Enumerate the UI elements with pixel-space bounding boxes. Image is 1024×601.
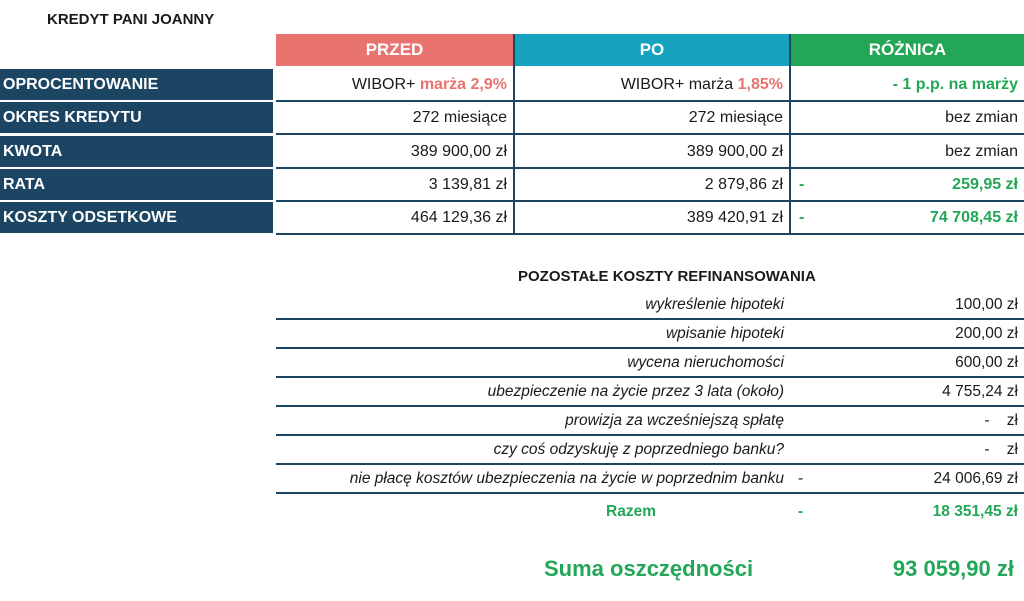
- cost-desc: wykreślenie hipoteki: [645, 295, 784, 313]
- koszty-roznica-value: 74 708,45 zł: [929, 208, 1018, 226]
- table-divider: [276, 133, 1024, 135]
- cell-rata-przed: 3 139,81 zł: [428, 175, 507, 193]
- cost-value: 600,00 zł: [955, 353, 1018, 371]
- cost-desc: ubezpieczenie na życie przez 3 lata (około): [487, 382, 784, 400]
- wibor-marza-prefix: WIBOR+ marża: [620, 75, 734, 93]
- column-header-po: PO: [515, 34, 789, 66]
- cost-value: 4 755,24 zł: [942, 382, 1018, 400]
- row-label-koszty-odsetkowe: KOSZTY ODSETKOWE: [0, 202, 273, 233]
- cell-kwota-przed: 389 900,00 zł: [410, 142, 507, 160]
- marza-po: 1,85%: [737, 75, 783, 93]
- cell-okres-przed: 272 miesiące: [412, 108, 507, 126]
- cell-okres-roznica: bez zmian: [945, 108, 1018, 126]
- total-value: 18 351,45 zł: [932, 502, 1018, 520]
- cost-dash: -: [798, 469, 804, 487]
- cost-value: 100,00 zł: [955, 295, 1018, 313]
- rata-dash: -: [799, 175, 805, 193]
- costs-section-title: POZOSTAŁE KOSZTY REFINANSOWANIA: [518, 268, 816, 285]
- cost-value: - zł: [984, 411, 1018, 429]
- cost-desc: wycena nieruchomości: [627, 353, 784, 371]
- row-label-oprocentowanie: OPROCENTOWANIE: [0, 69, 273, 100]
- cell-oprocentowanie-po: [515, 69, 789, 100]
- cell-koszty-roznica: [791, 202, 1024, 233]
- table-divider: [276, 200, 1024, 202]
- cost-row: [276, 348, 1024, 377]
- table-divider: [276, 100, 1024, 102]
- row-label-okres-kredytu: OKRES KREDYTU: [0, 102, 273, 133]
- cost-desc: wpisanie hipoteki: [665, 324, 784, 342]
- summary-label: Suma oszczędności: [544, 556, 754, 581]
- column-header-przed: PRZED: [276, 34, 513, 66]
- cell-kwota-po: 389 900,00 zł: [686, 142, 783, 160]
- cell-rata-po: 2 879,86 zł: [704, 175, 783, 193]
- cost-desc: czy coś odzyskuję z poprzedniego banku?: [493, 440, 784, 458]
- cell-rata-roznica: [791, 169, 1024, 200]
- cost-value: 200,00 zł: [955, 324, 1018, 342]
- cost-value: - zł: [984, 440, 1018, 458]
- cell-oprocentowanie-roznica: - 1 p.p. na marży: [892, 75, 1018, 93]
- row-label-kwota: KWOTA: [0, 136, 273, 167]
- cost-row: [276, 464, 1024, 493]
- cell-kwota-roznica: bez zmian: [945, 142, 1018, 160]
- summary-value: 93 059,90 zł: [892, 556, 1014, 581]
- rata-roznica-value: 259,95 zł: [952, 175, 1018, 193]
- cost-desc: prowizja za wcześniejszą spłatę: [565, 411, 784, 429]
- cost-row: [276, 319, 1024, 348]
- cell-oprocentowanie-przed: [276, 69, 513, 100]
- total-row: [276, 497, 1024, 526]
- cost-value: 24 006,69 zł: [933, 469, 1018, 487]
- cost-row: [276, 377, 1024, 406]
- page-title: KREDYT PANI JOANNY: [47, 11, 215, 28]
- row-divider: [276, 492, 1024, 494]
- column-header-roznica: RÓŻNICA: [791, 34, 1024, 66]
- wibor-prefix: WIBOR+: [351, 75, 416, 93]
- koszty-dash: -: [799, 208, 805, 226]
- table-divider: [276, 233, 1024, 235]
- row-label-rata: RATA: [0, 169, 273, 200]
- marza-przed: marża 2,9%: [419, 75, 507, 93]
- cost-row: [276, 290, 1024, 319]
- cost-desc: nie płacę kosztów ubezpieczenia na życie w poprzednim banku: [349, 469, 784, 487]
- cost-row: [276, 435, 1024, 464]
- cell-okres-po: 272 miesiące: [688, 108, 783, 126]
- table-divider: [276, 167, 1024, 169]
- cell-koszty-po: 389 420,91 zł: [686, 208, 783, 226]
- total-dash: -: [798, 502, 804, 520]
- cell-koszty-przed: 464 129,36 zł: [410, 208, 507, 226]
- cost-row: [276, 406, 1024, 435]
- total-label: Razem: [606, 502, 656, 520]
